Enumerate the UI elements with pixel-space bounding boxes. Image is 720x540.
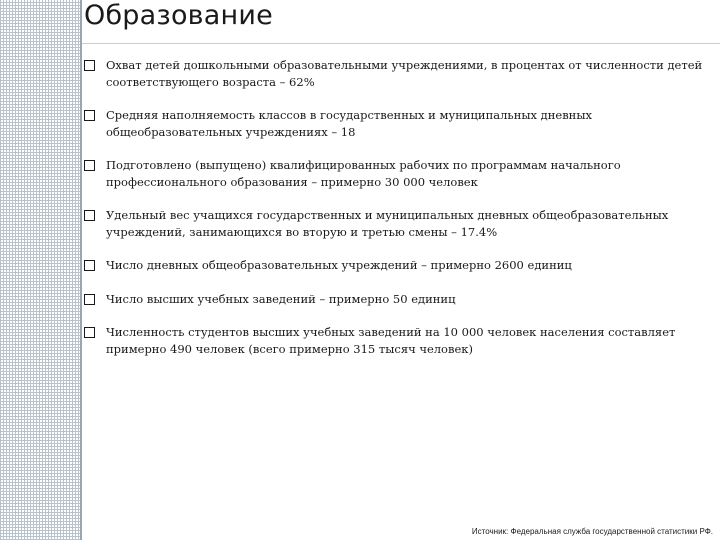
bullet-text: Охват детей дошкольными образовательными учреждениями, в процентах от численности детей соответствующего возраста – 62%: [106, 58, 703, 89]
title-divider: [82, 43, 720, 44]
bullet-list: [84, 57, 704, 358]
bullet-text: Удельный вес учащихся государственных и муниципальных дневных общеобразовательных учреждений, занимающихся во вторую и третью смены – 17.4%: [106, 208, 669, 239]
list-item: [84, 257, 704, 274]
slide-title: Образование: [84, 0, 273, 31]
checkbox-bullet-icon: [84, 160, 95, 171]
decorative-grid-band: [0, 0, 80, 540]
list-item: [84, 157, 704, 191]
list-item: [84, 57, 704, 91]
list-item: [84, 291, 704, 308]
checkbox-bullet-icon: [84, 110, 95, 121]
list-item: [84, 107, 704, 141]
checkbox-bullet-icon: [84, 294, 95, 305]
bullet-text: Число высших учебных заведений – примерно 50 единиц: [106, 292, 456, 306]
checkbox-bullet-icon: [84, 210, 95, 221]
left-divider: [80, 0, 82, 540]
bullet-text: Подготовлено (выпущено) квалифицированных рабочих по программам начального профессионального образования – примерно 30 000 человек: [106, 158, 621, 189]
bullet-text: Средняя наполняемость классов в государственных и муниципальных дневных общеобразовательных учреждениях – 18: [106, 108, 592, 139]
source-note: Источник: Федеральная служба государственной статистики РФ.: [471, 527, 713, 536]
checkbox-bullet-icon: [84, 60, 95, 71]
list-item: [84, 207, 704, 241]
bullet-text: Число дневных общеобразовательных учреждений – примерно 2600 единиц: [106, 258, 572, 272]
bullet-text: Численность студентов высших учебных заведений на 10 000 человек населения составляет примерно 490 человек (всего примерно 315 тысяч человек): [106, 325, 676, 356]
list-item: [84, 324, 704, 358]
checkbox-bullet-icon: [84, 260, 95, 271]
checkbox-bullet-icon: [84, 327, 95, 338]
